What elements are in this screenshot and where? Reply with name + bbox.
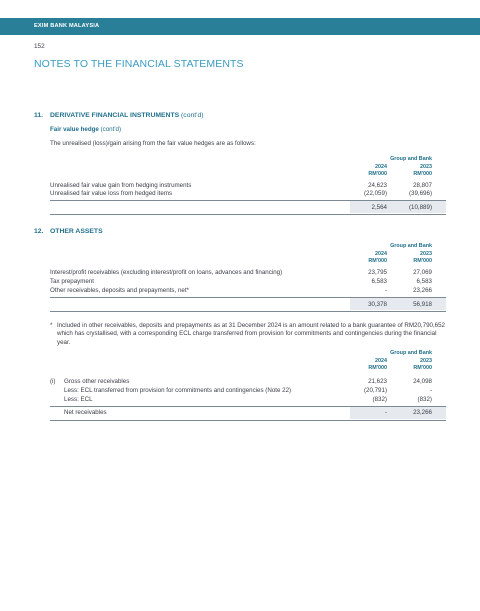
table-row-label: Unrealised fair value gain from hedging instruments (50, 182, 192, 189)
col-unit-2024: RM'000 (368, 365, 387, 371)
col-unit-2024: RM'000 (368, 171, 387, 177)
footnote-text: Included in other receivables, deposits and prepayments as at 31 December 2024 is an amount related to a bank guarantee of RM20,790,652 which has crystallised, with a corresponding ECL charge transferred from provision for commitments and contingencies during the financial year. (57, 322, 445, 346)
table-cell-2023: (832) (417, 396, 432, 403)
group-header: Group and Bank (390, 156, 432, 162)
group-header: Group and Bank (390, 350, 432, 356)
col-unit-2024: RM'000 (368, 258, 387, 264)
table-cell-2024: (22,059) (363, 190, 387, 197)
table-row-label: Less: ECL transferred from provision for commitments and contingencies (Note 22) (64, 387, 292, 394)
group-header: Group and Bank (390, 243, 432, 249)
table-cell-2024: (20,791) (363, 387, 387, 394)
table-cell-2024: 24,623 (368, 182, 387, 189)
table-cell-2023: 28,807 (413, 182, 432, 189)
table-cell-2024: - (384, 287, 387, 294)
brand-name: EXIM BANK MALAYSIA (34, 23, 100, 29)
table-cell-2024: (832) (372, 396, 387, 403)
footnote (50, 322, 450, 347)
col-year-2024: 2024 (375, 358, 387, 364)
table-rule (50, 420, 446, 421)
table-cell-2023: 27,069 (413, 269, 432, 276)
table-cell-2024: 21,623 (368, 378, 387, 385)
table-cell-2023: (39,696) (408, 190, 432, 197)
table-cell-2023: - (429, 387, 432, 394)
col-unit-2023: RM'000 (413, 365, 432, 371)
table-cell-2024: 23,795 (368, 269, 387, 276)
table-row-label: Interest/profit receivables (excluding interest/profit on loans, advances and financing) (50, 269, 283, 276)
col-year-2023: 2023 (420, 251, 432, 257)
section-title: DERIVATIVE FINANCIAL INSTRUMENTS (cont'd) (50, 112, 204, 119)
table-cell-2023: 24,098 (413, 378, 432, 385)
table-row-label: Other receivables, deposits and prepayments, net* (50, 287, 189, 294)
total-2024: - (384, 409, 387, 416)
section-title: OTHER ASSETS (50, 228, 103, 235)
table-cell-2023: 23,266 (413, 287, 432, 294)
table-rule (50, 214, 446, 215)
row-marker: (i) (50, 378, 56, 385)
total-2023: (10,889) (408, 204, 432, 211)
table-row-label: Gross other receivables (64, 378, 130, 385)
table-cell-2024: 6,583 (371, 278, 387, 285)
table-row-label: Tax prepayment (50, 278, 95, 285)
col-year-2023: 2023 (420, 358, 432, 364)
page-title: NOTES TO THE FINANCIAL STATEMENTS (34, 58, 244, 70)
table-cell-2023: 6,583 (416, 278, 432, 285)
section-number: 12. (34, 228, 44, 235)
col-unit-2023: RM'000 (413, 258, 432, 264)
col-year-2023: 2023 (420, 164, 432, 170)
section-subtitle: Fair value hedge (cont'd) (50, 126, 122, 133)
total-2023: 56,918 (413, 301, 432, 308)
section-number: 11. (34, 112, 44, 119)
intro-text: The unrealised (loss)/gain arising from the fair value hedges are as follows: (50, 140, 256, 147)
table-rule (50, 311, 446, 312)
col-year-2024: 2024 (375, 251, 387, 257)
col-year-2024: 2024 (375, 164, 387, 170)
footnote-marker: * (50, 322, 53, 329)
table-row-label: Unrealised fair value loss from hedged items (50, 190, 173, 197)
total-2024: 2,564 (371, 204, 387, 211)
total-2023: 23,266 (413, 409, 432, 416)
table-row-label: Less: ECL (64, 396, 93, 403)
page-number: 152 (34, 43, 45, 50)
total-2024: 30,378 (368, 301, 387, 308)
total-label: Net receivables (64, 409, 107, 416)
col-unit-2023: RM'000 (413, 171, 432, 177)
